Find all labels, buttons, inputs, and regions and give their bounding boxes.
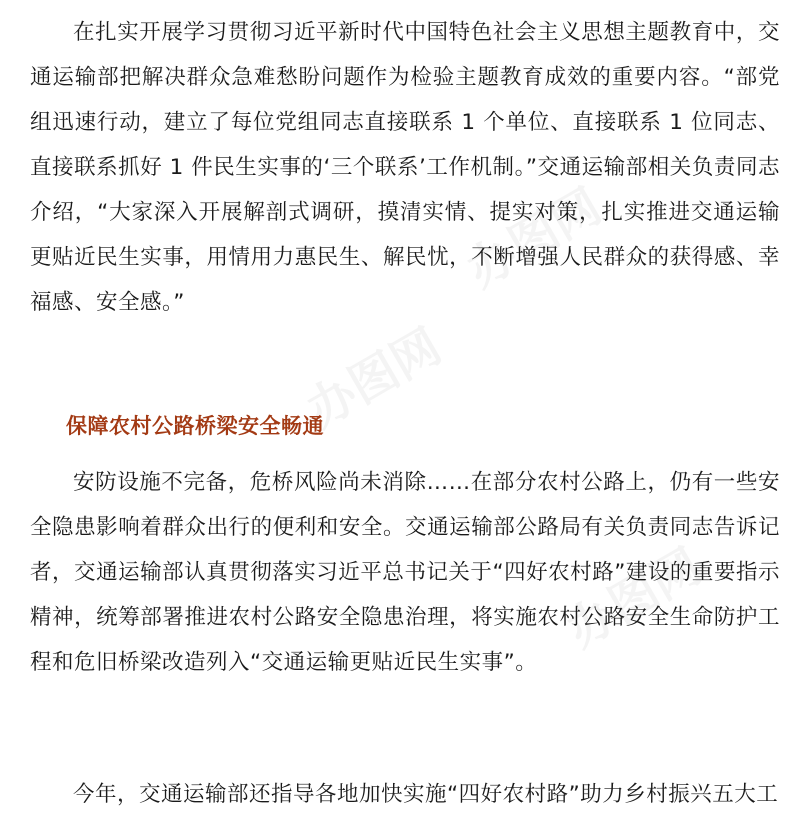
watermark: 办图网 [557,538,711,659]
paragraph-intro: 在扎实开展学习贯彻习近平新时代中国特色社会主义思想主题教育中，交通运输部把解决群众急难愁盼问题作为检验主题教育成效的重要内容。“部党组迅速行动，建立了每位党组同志直接联系 1 个单位、直接联系 1 位同志、直接联系抓好 1 件民生实事的‘三个联系’工作机制。”交通运输部相关负责同志介绍，“大家深入开展解剖式调研，摸清实情、提实对策，扎实推进交通运输更贴近民生实事，用情用力惠民生、解民忧，不断增强人民群众的获得感、幸福感、安全感。” [30,20,780,315]
watermark: 办图网 [457,178,611,299]
section-heading: 保障农村公路桥梁安全畅通 [66,414,324,438]
paragraph-this-year: 今年，交通运输部还指导各地加快实施“四好农村路”助力乡村振兴五大工 [73,782,779,807]
watermark: 办图网 [297,318,451,439]
paragraph-rural-roads: 安防设施不完备，危桥风险尚未消除……在部分农村公路上，仍有一些安全隐患影响着群众出行的便利和安全。交通运输部公路局有关负责同志告诉记者，交通运输部认真贯彻落实习近平总书记关于“四好农村路”建设的重要指示精神，统筹部署推进农村公路安全隐患治理，将实施农村公路安全生命防护工程和危旧桥梁改造列入“交通运输更贴近民生实事”。 [30,470,780,675]
